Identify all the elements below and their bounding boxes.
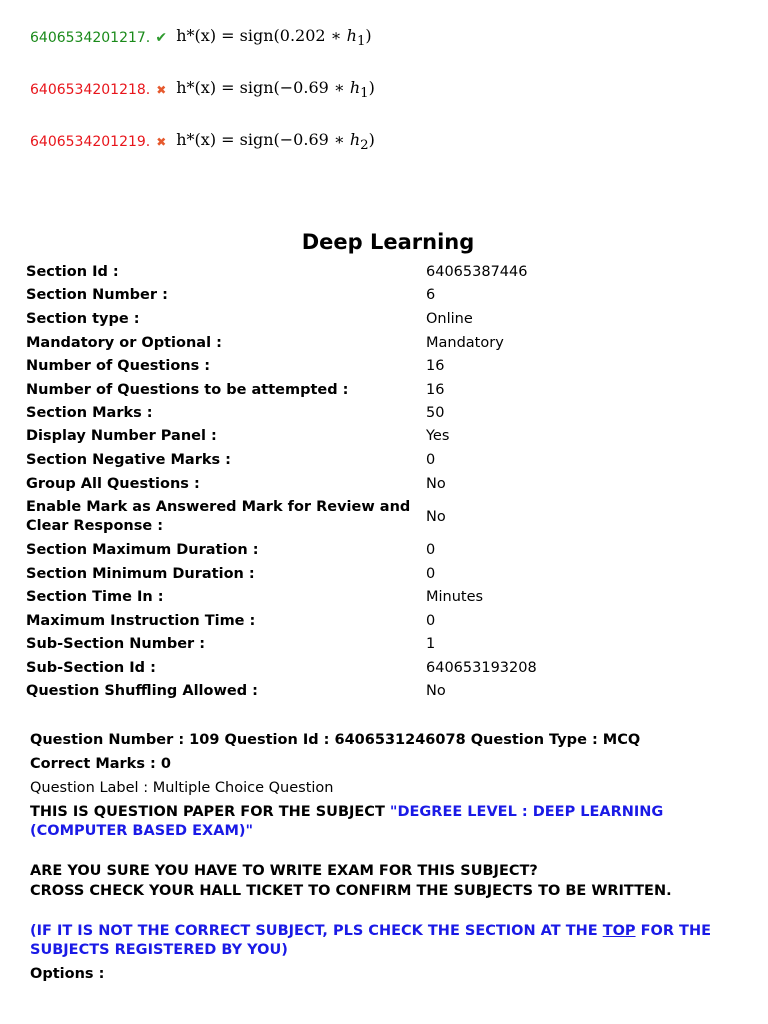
info-label: Question Shuffling Allowed : <box>26 683 258 699</box>
correct-marks: Correct Marks : 0 <box>30 756 171 772</box>
subject-check-note: (IF IT IS NOT THE CORRECT SUBJECT, PLS CHECK THE SECTION AT THE TOP FOR THE SUBJECTS REGISTERED BY YOU) <box>30 923 711 958</box>
section-info-row <box>26 498 746 536</box>
option-formula: h*(x) = sign(0.202 ∗ $h_1$) <box>176 26 372 50</box>
section-info-row <box>26 635 746 654</box>
info-value: No <box>426 476 446 492</box>
info-label: Section Maximum Duration : <box>26 542 259 558</box>
info-label: Section Minimum Duration : <box>26 566 255 582</box>
info-label: Section type : <box>26 311 140 327</box>
cross-icon: ✖ <box>156 134 167 149</box>
subject-notice: THIS IS QUESTION PAPER FOR THE SUBJECT "DEGREE LEVEL : DEEP LEARNING (COMPUTER BASED EXAM)" <box>30 804 664 839</box>
option-row <box>30 78 375 101</box>
check-icon: ✔ <box>155 29 168 46</box>
info-label: Section Number : <box>26 287 168 303</box>
info-value: Online <box>426 311 473 327</box>
option-id: 6406534201218. <box>30 81 151 98</box>
info-value: 0 <box>426 542 436 558</box>
option-formula: h*(x) = sign(−0.69 ∗ $h_1$) <box>176 78 375 102</box>
option-formula: h*(x) = sign(−0.69 ∗ $h_2$) <box>176 130 375 154</box>
cross-icon: ✖ <box>156 82 167 97</box>
confirm-line-1: ARE YOU SURE YOU HAVE TO WRITE EXAM FOR THIS SUBJECT? <box>30 863 538 879</box>
section-info-row <box>26 612 746 631</box>
info-label: Group All Questions : <box>26 476 200 492</box>
info-value: 0 <box>426 452 436 468</box>
info-value: Minutes <box>426 589 484 605</box>
info-value: Yes <box>426 428 450 444</box>
section-info-row <box>26 475 746 494</box>
info-label: Sub-Section Id : <box>26 660 156 676</box>
section-info-row <box>26 451 746 470</box>
section-info-row <box>26 565 746 584</box>
section-info-row <box>26 381 746 400</box>
info-label: Sub-Section Number : <box>26 636 206 652</box>
option-id: 6406534201219. <box>30 133 151 150</box>
info-value: Mandatory <box>426 335 504 351</box>
info-value: 50 <box>426 405 445 421</box>
info-label: Maximum Instruction Time : <box>26 613 256 629</box>
confirm-line-2: CROSS CHECK YOUR HALL TICKET TO CONFIRM THE SUBJECTS TO BE WRITTEN. <box>30 883 672 899</box>
option-id: 6406534201217. <box>30 29 151 46</box>
section-info-row <box>26 588 746 607</box>
options-label: Options : <box>30 966 105 982</box>
option-row <box>30 130 375 153</box>
question-label: Question Label : Multiple Choice Question <box>30 780 334 796</box>
info-value: 16 <box>426 358 445 374</box>
section-info-row <box>26 404 746 423</box>
info-label: Section Marks : <box>26 405 153 421</box>
info-label: Section Time In : <box>26 589 164 605</box>
info-label: Mandatory or Optional : <box>26 335 222 351</box>
info-label: Number of Questions to be attempted : <box>26 382 349 398</box>
option-row <box>30 26 372 49</box>
section-info-row <box>26 286 746 305</box>
info-value: No <box>426 508 446 525</box>
info-value: 1 <box>426 636 436 652</box>
section-info-row <box>26 682 746 701</box>
info-label: Enable Mark as Answered Mark for Review and Clear Response : <box>26 499 411 534</box>
section-info-row <box>26 263 746 282</box>
info-value: 0 <box>426 613 436 629</box>
section-info-row <box>26 357 746 376</box>
info-label: Section Negative Marks : <box>26 452 231 468</box>
info-label: Section Id : <box>26 264 119 280</box>
info-value: 16 <box>426 382 445 398</box>
section-info-row <box>26 659 746 678</box>
section-info-row <box>26 310 746 329</box>
section-info-row <box>26 427 746 446</box>
section-info-row <box>26 541 746 560</box>
info-label: Number of Questions : <box>26 358 211 374</box>
question-header: Question Number : 109 Question Id : 6406531246078 Question Type : MCQ <box>30 732 641 748</box>
section-title: Deep Learning <box>301 230 475 254</box>
info-value: No <box>426 683 446 699</box>
info-value: 6 <box>426 287 436 303</box>
info-value: 640653193208 <box>426 660 537 676</box>
info-value: 0 <box>426 566 436 582</box>
info-label: Display Number Panel : <box>26 428 217 444</box>
info-value: 64065387446 <box>426 264 528 280</box>
section-info-row <box>26 334 746 353</box>
